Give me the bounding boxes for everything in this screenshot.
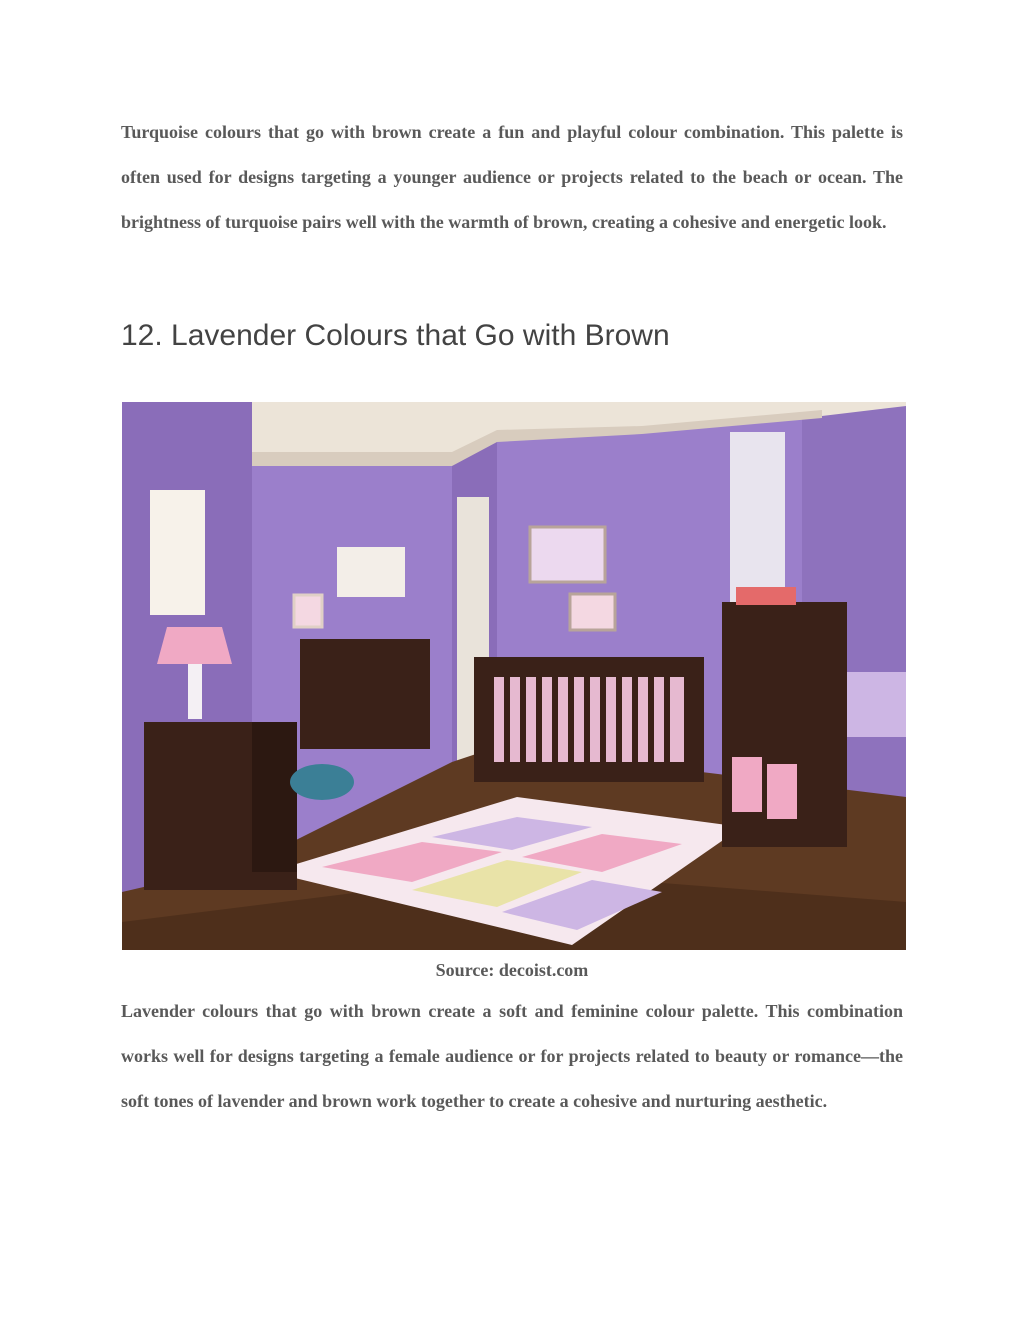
bookcase-box [736, 587, 796, 605]
wall-shelf [337, 547, 405, 597]
wall-picture-left [294, 595, 322, 627]
nursery-photo [122, 402, 906, 950]
lamp-shade [157, 627, 232, 664]
lamp-base [188, 664, 202, 719]
wall-picture-small [570, 594, 615, 630]
right-wall-basket [847, 672, 906, 737]
rocking-horse [290, 764, 354, 800]
body-paragraph: Lavender colours that go with brown create a soft and feminine colour palette. This combination works well for designs targeting a female audience or for projects related to beauty or romance—the soft tones of lavender and brown work together to create a cohesive and nurturing aesthetic. [121, 1001, 903, 1111]
bookcase-bin-2 [767, 764, 797, 819]
window [730, 432, 785, 612]
wall-frame-left [150, 490, 205, 615]
bookcase-bin-1 [732, 757, 762, 812]
section-heading: 12. Lavender Colours that Go with Brown [121, 319, 670, 352]
left-dresser-side [252, 722, 297, 872]
changing-table [300, 639, 430, 749]
intro-paragraph: Turquoise colours that go with brown create a fun and playful colour combination. This palette is often used for designs targeting a younger audience or projects related to the beach or ocean. The brightness of turquoise pairs well with the warmth of brown, creating a cohesive and energetic look. [121, 122, 903, 232]
image-caption: Source: decoist.com [435, 960, 589, 980]
wall-picture-large [530, 527, 605, 582]
